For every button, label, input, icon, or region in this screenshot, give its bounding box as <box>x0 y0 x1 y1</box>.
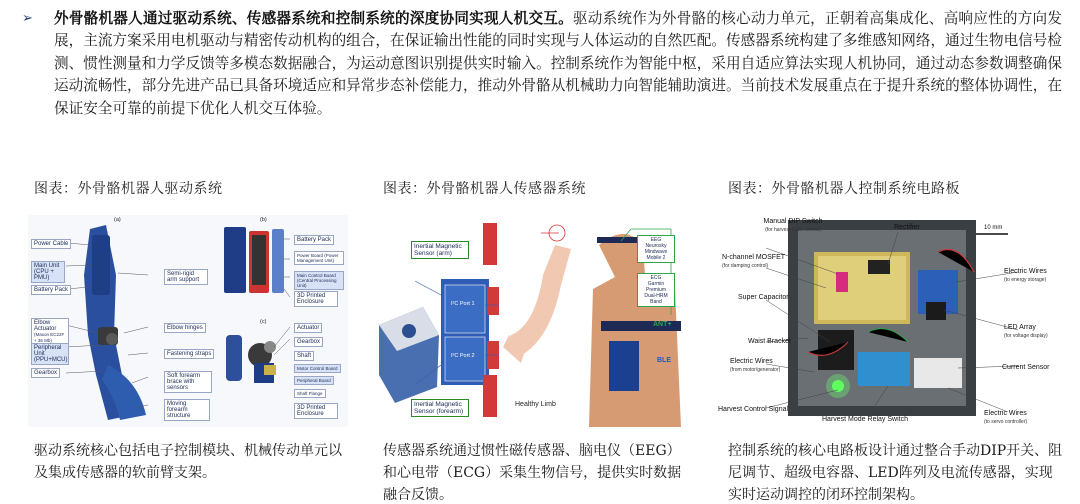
label-mosfet-sub: (for damping control) <box>722 263 769 269</box>
label-dip-switch-title: Manual DIP Switch <box>763 218 823 225</box>
label-eeg-title: EEG <box>650 237 662 243</box>
label-current-sensor: Current Sensor <box>1002 364 1050 371</box>
figure-caption: 图表：外骨骼机器人传感器系统 <box>383 181 586 197</box>
label-c-flange: Shaft Flange <box>294 389 326 398</box>
label-elbow-actuator <box>31 318 69 346</box>
figure-description: 控制系统的核心电路板设计通过整合手动DIP开关、阻尼调节、超级电容器、LED阵列及电流传感器，实现实时运动调控的闭环控制架构。 <box>728 443 1063 503</box>
label-harvest-control: Harvest Control Signal <box>718 406 789 413</box>
label-wires-energy <box>1004 268 1047 284</box>
label-b-battery: Battery Pack <box>294 235 334 245</box>
label-wires-motor-title: Electric Wires <box>730 358 773 365</box>
label-c-motor-board: Motor Control Board <box>294 364 341 373</box>
label-wires-servo-sub: (to servo controller) <box>984 419 1028 425</box>
label-dip-switch <box>738 218 848 234</box>
label-ant: ANT+ <box>653 321 672 328</box>
panel-b-label: (b) <box>260 217 267 223</box>
label-c-actuator: Actuator <box>294 323 322 333</box>
label-mosfet <box>722 254 785 270</box>
label-dip-switch-sub: (for harvest GND control) <box>765 227 821 233</box>
label-wires-energy-title: Electric Wires <box>1004 268 1047 275</box>
figure-control-system <box>728 178 960 198</box>
label-i2c-port-2: I²C Port 2 <box>451 353 475 359</box>
label-soft-brace: Soft forearm brace with sensors <box>164 371 212 393</box>
label-battery-pack: Battery Pack <box>31 285 71 295</box>
label-eeg <box>637 235 675 263</box>
label-i2c-port-1: I²C Port 1 <box>451 301 475 307</box>
label-led-array <box>1004 324 1048 340</box>
label-scale: 10 mm <box>984 225 1003 231</box>
label-wires-servo-title: Electric Wires <box>984 410 1027 417</box>
label-semi-rigid: Semi-rigid arm support <box>164 269 208 285</box>
label-led-array-title: LED Array <box>1004 324 1036 331</box>
panel-a-label: (a) <box>114 217 121 223</box>
label-elbow-actuator-title: Elbow Actuator <box>34 320 57 332</box>
label-sensor-arm: Inertial Magnetic Sensor (arm) <box>411 241 469 259</box>
label-c-peripheral: Peripheral Board <box>294 376 334 385</box>
drive-system-image <box>28 215 348 427</box>
label-ecg-title: ECG <box>650 275 662 281</box>
label-b-enclosure: 3D Printed Enclosure <box>294 291 338 307</box>
label-ble: BLE <box>657 357 671 364</box>
label-eeg-sub: Neurosky Mindwave Mobile 2 <box>644 243 668 261</box>
label-healthy-limb: Healthy Limb <box>515 401 556 408</box>
label-elbow-actuator-sub: (Maxon EC22F + 36 Mb) <box>34 332 65 343</box>
figure-description: 传感器系统通过惯性磁传感器、脑电仪（EEG）和心电带（ECG）采集生物信号，提供实时数据融合反馈。 <box>383 443 682 503</box>
label-b-power-board: Power Board (Power Management Unit) <box>294 251 344 265</box>
label-c-gearbox: Gearbox <box>294 337 323 347</box>
label-mosfet-title: N-channel MOSFET <box>722 254 786 261</box>
figure-drive-system <box>34 178 223 198</box>
label-ecg <box>637 273 675 307</box>
control-board-image <box>718 212 1062 426</box>
label-super-capacitor: Super Capacitor <box>738 294 789 301</box>
label-wires-motor-sub: (from motor/generator) <box>730 367 781 373</box>
label-gearbox: Gearbox <box>31 368 60 378</box>
figure-caption: 图表：外骨骼机器人控制系统电路板 <box>728 181 960 197</box>
label-waist-bracket: Waist Bracket <box>748 338 791 345</box>
label-elbow-hinges: Elbow hinges <box>164 323 206 333</box>
label-wires-servo <box>984 410 1027 426</box>
label-rectifier: Rectifier <box>894 224 920 231</box>
intro-body: 驱动系统作为外骨骼的核心动力单元，正朝着高集成化、高响应性的方向发展，主流方案采用电机驱动与精密传动机构的组合，在保证输出性能的同时实现与人体运动的自然匹配。传感器系统构建了多维感知网络，通过生物电信号检测、惯性测量和力学反馈等多模态数据融合，为运动意图识别提供实时输入。控制系统作为智能中枢，采用自适应算法实现人机协同，通过动态参数调整确保运动流畅性，部分先进产品已具备环境适应和异常步态补偿能力，推动外骨骼从机械助力向智能辅助演进。当前技术发展重点在于提升系统的整体协调性，在保证安全可靠的前提下优化人机交互体验。 <box>54 10 1062 117</box>
label-sensor-forearm: Inertial Magnetic Sensor (forearm) <box>411 399 469 417</box>
label-main-unit: Main Unit (CPU + PMU) <box>31 261 65 283</box>
label-ecg-sub: Garmin Premium Dual-HRM Band <box>644 281 668 305</box>
intro-bold: 外骨骼机器人通过驱动系统、传感器系统和控制系统的深度协同实现人机交互。 <box>54 10 573 27</box>
label-wires-energy-sub: (to energy storage) <box>1004 277 1047 283</box>
label-b-main-board: Main Control Board (Central Processing Unit) <box>294 271 344 290</box>
label-led-array-sub: (for voltage display) <box>1004 333 1048 339</box>
intro-text <box>22 8 1062 120</box>
control-board-photo <box>718 212 1062 426</box>
figure-description: 驱动系统核心包括电子控制模块、机械传动单元以及集成传感器的软前臂支架。 <box>34 443 342 481</box>
label-c-shaft: Shaft <box>294 351 314 361</box>
intro-paragraph <box>22 8 1062 120</box>
label-c-enclosure: 3D Printed Enclosure <box>294 403 338 419</box>
label-relay-switch: Harvest Mode Relay Switch <box>822 416 908 423</box>
label-fastening-straps: Fastening straps <box>164 349 214 359</box>
sensor-system-image <box>375 215 685 427</box>
label-wires-motor <box>730 358 780 374</box>
label-power-cable: Power Cable <box>31 239 71 249</box>
label-moving-forearm: Moving forearm structure <box>164 399 210 421</box>
panel-c-label: (c) <box>260 319 267 325</box>
figure-sensor-system <box>383 178 586 198</box>
label-peripheral-unit: Peripheral Unit (PPU+MCU) <box>31 343 69 365</box>
figure-caption: 图表：外骨骼机器人驱动系统 <box>34 181 223 197</box>
arrow-bullet-icon: ➢ <box>22 11 33 26</box>
